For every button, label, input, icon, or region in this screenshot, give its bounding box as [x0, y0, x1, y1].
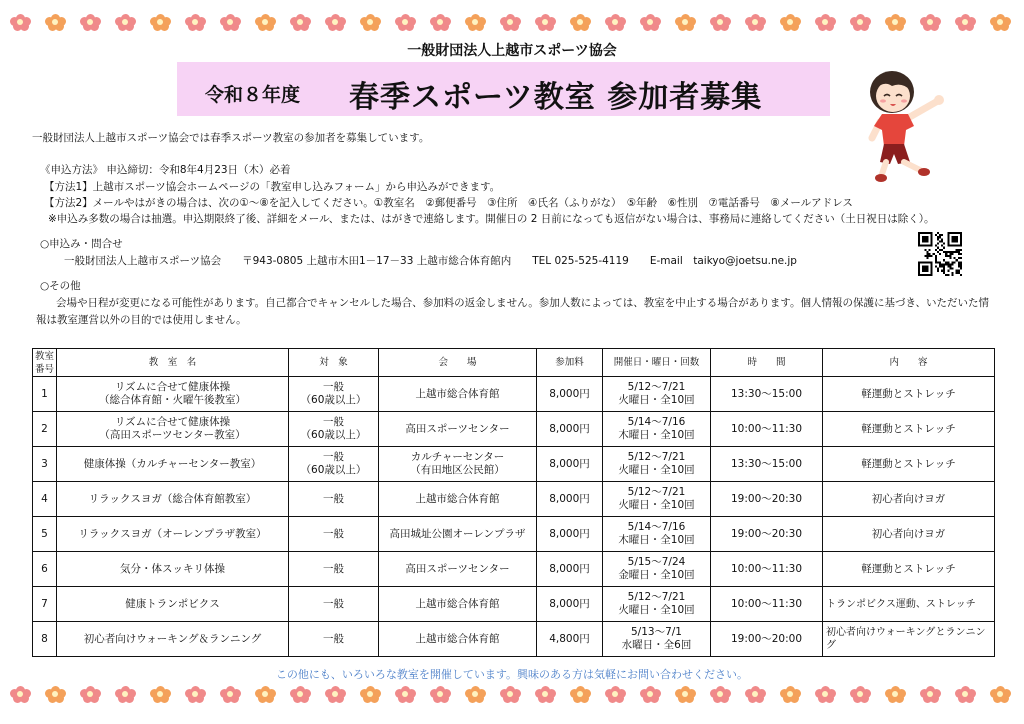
other-line-1: 会場や日程が変更になる可能性があります。自己都合でキャンセルした場合、参加料の返金しません。参加人数によっては、教室を中止する場合があります。個人情報の保護に基づき、いただいた情 [56, 297, 990, 309]
cell-target: 一般 [289, 622, 379, 657]
flower-icon [815, 686, 837, 702]
page-title: 春季スポーツ教室 参加者募集 [349, 80, 763, 115]
flower-icon [360, 14, 382, 30]
cell-time: 10:00～11:30 [711, 412, 823, 447]
flower-icon [675, 686, 697, 702]
header-no: 教室 番号 [33, 349, 57, 377]
cell-schedule: 5/14～7/16 木曜日・全10回 [603, 412, 711, 447]
other-line-2: 報は教室運営以外の目的では使用しません。 [36, 314, 247, 326]
apply-heading: 《申込方法》 申込締切：令和8年4月23日（木）必着 [40, 164, 291, 176]
cell-fee: 8,000円 [537, 447, 603, 482]
header-time: 時 間 [711, 349, 823, 377]
table-row [33, 377, 995, 412]
flower-icon [360, 686, 382, 702]
header-schedule: 開催日・曜日・回数 [603, 349, 711, 377]
cell-time: 19:00～20:30 [711, 517, 823, 552]
flower-icon [535, 14, 557, 30]
flower-icon [920, 686, 942, 702]
header-target: 対 象 [289, 349, 379, 377]
flower-icon [10, 14, 32, 30]
flower-icon [255, 14, 277, 30]
cell-target: 一般 （60歳以上） [289, 447, 379, 482]
flower-icon [115, 14, 137, 30]
flower-icon [185, 14, 207, 30]
header-content: 内 容 [823, 349, 995, 377]
cell-time: 13:30～15:00 [711, 377, 823, 412]
class-table [32, 348, 995, 657]
flower-icon [745, 14, 767, 30]
flower-icon [745, 686, 767, 702]
cell-fee: 8,000円 [537, 587, 603, 622]
flower-icon [955, 686, 977, 702]
cell-name: リズムに合せて健康体操 （総合体育館・火曜午後教室） [57, 377, 289, 412]
flower-icon [150, 686, 172, 702]
flower-icon [885, 686, 907, 702]
cell-name: 気分・体スッキリ体操 [57, 552, 289, 587]
cell-venue: 高田スポーツセンター [379, 552, 537, 587]
cell-venue: カルチャーセンター （有田地区公民館） [379, 447, 537, 482]
cell-time: 10:00～11:30 [711, 587, 823, 622]
header-fee: 参加料 [537, 349, 603, 377]
cell-content: 初心者向けウォーキングとランニング [823, 622, 995, 657]
cell-schedule: 5/13～7/1 水曜日・全6回 [603, 622, 711, 657]
cell-schedule: 5/12～7/21 火曜日・全10回 [603, 377, 711, 412]
intro-text: 一般財団法人上越市スポーツ協会では春季スポーツ教室の参加者を募集しています。 [32, 132, 430, 144]
cell-schedule: 5/12～7/21 火曜日・全10回 [603, 482, 711, 517]
cell-schedule: 5/12～7/21 火曜日・全10回 [603, 587, 711, 622]
cell-name: 健康トランポビクス [57, 587, 289, 622]
cell-name: リラックスヨガ（オーレンプラザ教室） [57, 517, 289, 552]
cell-venue: 高田スポーツセンター [379, 412, 537, 447]
girl-illustration [862, 66, 956, 184]
flower-icon [850, 686, 872, 702]
cell-schedule: 5/14～7/16 木曜日・全10回 [603, 517, 711, 552]
cell-fee: 8,000円 [537, 412, 603, 447]
cell-time: 19:00～20:30 [711, 482, 823, 517]
flower-icon [45, 686, 67, 702]
cell-venue: 上越市総合体育館 [379, 482, 537, 517]
cell-content: 軽運動とストレッチ [823, 447, 995, 482]
flower-icon [850, 14, 872, 30]
other-heading: ○その他 [40, 280, 81, 292]
cell-no: 2 [33, 412, 57, 447]
apply-method-1: 【方法1】上越市スポーツ協会ホームページの「教室申し込みフォーム」から申込みができます。 [44, 181, 501, 193]
flower-icon [290, 686, 312, 702]
flower-icon [535, 686, 557, 702]
cell-target: 一般 [289, 552, 379, 587]
flower-icon [325, 14, 347, 30]
cell-fee: 8,000円 [537, 482, 603, 517]
flower-icon [185, 686, 207, 702]
cell-content: 軽運動とストレッチ [823, 412, 995, 447]
cell-content: トランポビクス運動、ストレッチ [823, 587, 995, 622]
flower-icon [220, 14, 242, 30]
flower-icon [815, 14, 837, 30]
table-row [33, 552, 995, 587]
organization-name: 一般財団法人上越市スポーツ協会 [407, 43, 617, 59]
flower-icon [570, 686, 592, 702]
cell-no: 7 [33, 587, 57, 622]
header-venue: 会 場 [379, 349, 537, 377]
flower-icon [640, 14, 662, 30]
cell-target: 一般 [289, 482, 379, 517]
flower-icon [395, 14, 417, 30]
contact-detail: 一般財団法人上越市スポーツ協会 〒943-0805 上越市木田1－17－33 上越市総合体育館内 TEL 025-525-4119 E-mail taikyo@joetsu.ne.jp [64, 255, 797, 267]
flower-icon [465, 686, 487, 702]
flower-icon [45, 14, 67, 30]
flower-icon [885, 14, 907, 30]
flower-icon [955, 14, 977, 30]
cell-fee: 8,000円 [537, 517, 603, 552]
table-row [33, 517, 995, 552]
cell-time: 19:00～20:00 [711, 622, 823, 657]
cell-target: 一般 （60歳以上） [289, 377, 379, 412]
flower-border-top [0, 14, 1024, 38]
flower-icon [430, 686, 452, 702]
footer-note: この他にも、いろいろな教室を開催しています。興味のある方は気軽にお問い合わせください。 [275, 668, 749, 681]
cell-schedule: 5/15～7/24 金曜日・全10回 [603, 552, 711, 587]
flower-icon [500, 686, 522, 702]
apply-note: ※申込み多数の場合は抽選。申込期限終了後、詳細をメール、または、はがきで連絡します。開催日の 2 日前になっても返信がない場合は、事務局に連絡してください（土日祝日は除く）。 [48, 213, 935, 225]
cell-content: 軽運動とストレッチ [823, 377, 995, 412]
flower-icon [80, 14, 102, 30]
cell-fee: 4,800円 [537, 622, 603, 657]
table-row [33, 622, 995, 657]
flower-icon [220, 686, 242, 702]
table-row [33, 587, 995, 622]
flower-icon [710, 14, 732, 30]
header-name: 教 室 名 [57, 349, 289, 377]
cell-name: 初心者向けウォーキング＆ランニング [57, 622, 289, 657]
cell-venue: 上越市総合体育館 [379, 377, 537, 412]
flower-icon [255, 686, 277, 702]
fiscal-year: 令和８年度 [205, 84, 301, 106]
cell-content: 初心者向けヨガ [823, 517, 995, 552]
cell-schedule: 5/12～7/21 火曜日・全10回 [603, 447, 711, 482]
flower-icon [990, 686, 1012, 702]
table-row [33, 482, 995, 517]
cell-no: 1 [33, 377, 57, 412]
flower-icon [290, 14, 312, 30]
flower-icon [570, 14, 592, 30]
flower-icon [395, 686, 417, 702]
cell-fee: 8,000円 [537, 377, 603, 412]
flower-icon [465, 14, 487, 30]
cell-name: リズムに合せて健康体操 （高田スポーツセンター教室） [57, 412, 289, 447]
cell-target: 一般 [289, 517, 379, 552]
cell-no: 6 [33, 552, 57, 587]
flower-icon [150, 14, 172, 30]
flower-icon [605, 14, 627, 30]
cell-target: 一般 （60歳以上） [289, 412, 379, 447]
cell-time: 13:30～15:00 [711, 447, 823, 482]
qr-code-icon[interactable] [918, 232, 962, 276]
cell-no: 4 [33, 482, 57, 517]
flower-icon [640, 686, 662, 702]
table-header-row [33, 349, 995, 377]
cell-no: 3 [33, 447, 57, 482]
cell-no: 8 [33, 622, 57, 657]
cell-no: 5 [33, 517, 57, 552]
flower-icon [80, 686, 102, 702]
cell-name: リラックスヨガ（総合体育館教室） [57, 482, 289, 517]
cell-venue: 上越市総合体育館 [379, 622, 537, 657]
flower-icon [115, 686, 137, 702]
flower-icon [780, 686, 802, 702]
cell-target: 一般 [289, 587, 379, 622]
flower-icon [430, 14, 452, 30]
flower-icon [500, 14, 522, 30]
apply-method-2: 【方法2】メールやはがきの場合は、次の①～⑧を記入してください。①教室名 ②郵便番号 ③住所 ④氏名（ふりがな） ⑤年齢 ⑥性別 ⑦電話番号 ⑧メールアドレス [44, 197, 853, 209]
flower-icon [675, 14, 697, 30]
cell-content: 軽運動とストレッチ [823, 552, 995, 587]
cell-name: 健康体操（カルチャーセンター教室） [57, 447, 289, 482]
flower-icon [990, 14, 1012, 30]
flower-icon [325, 686, 347, 702]
flower-icon [10, 686, 32, 702]
table-row [33, 412, 995, 447]
cell-content: 初心者向けヨガ [823, 482, 995, 517]
flower-icon [920, 14, 942, 30]
title-banner [177, 62, 830, 116]
flower-icon [780, 14, 802, 30]
cell-venue: 高田城址公園オーレンプラザ [379, 517, 537, 552]
cell-time: 10:00～11:30 [711, 552, 823, 587]
contact-heading: ○申込み・問合せ [40, 238, 123, 250]
flower-icon [605, 686, 627, 702]
cell-venue: 上越市総合体育館 [379, 587, 537, 622]
table-row [33, 447, 995, 482]
flower-border-bottom [0, 686, 1024, 710]
flower-icon [710, 686, 732, 702]
cell-fee: 8,000円 [537, 552, 603, 587]
